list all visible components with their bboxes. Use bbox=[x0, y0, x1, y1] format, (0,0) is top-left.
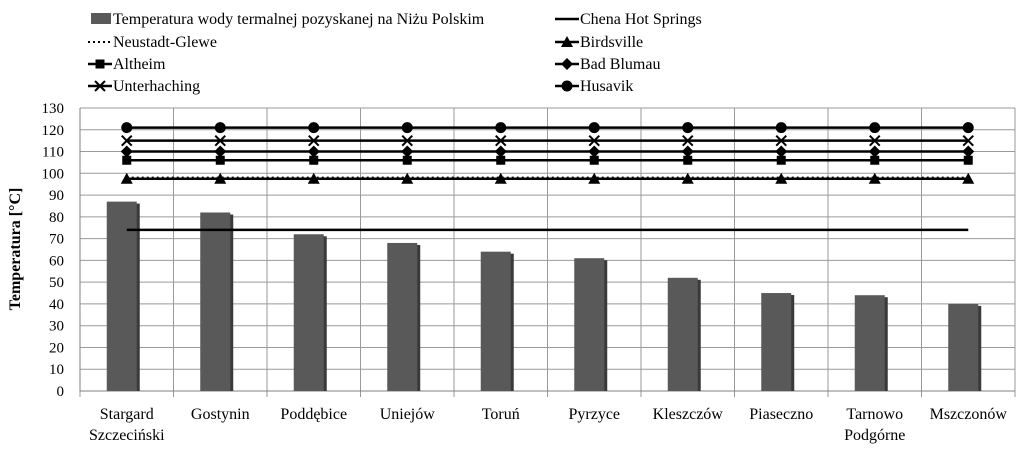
legend-item bbox=[91, 11, 485, 28]
marker-circle bbox=[589, 122, 600, 133]
legend-label: Bad Blumau bbox=[580, 56, 661, 73]
y-tick-label: 100 bbox=[41, 166, 64, 183]
x-tick-label bbox=[380, 406, 436, 423]
y-tick-label: 130 bbox=[41, 101, 64, 117]
y-axis-ticks bbox=[42, 101, 65, 400]
y-tick-label: 20 bbox=[49, 340, 64, 357]
x-tick-label bbox=[749, 406, 813, 423]
marker-diamond bbox=[869, 146, 881, 158]
x-tick-label-line: Piaseczno bbox=[749, 406, 814, 423]
marker-circle bbox=[215, 122, 226, 133]
y-tick-label: 120 bbox=[41, 122, 64, 139]
y-tick-label: 110 bbox=[42, 144, 64, 161]
y-tick-label: 70 bbox=[49, 231, 64, 248]
marker-circle bbox=[402, 122, 413, 133]
marker-diamond bbox=[401, 146, 413, 158]
x-tick-label-line: Szczeciński bbox=[88, 427, 165, 444]
marker-circle bbox=[562, 81, 573, 92]
bar bbox=[668, 278, 698, 391]
marker-diamond bbox=[214, 146, 226, 158]
x-tick-label-line: Tarnowo bbox=[846, 406, 904, 423]
legend-item bbox=[555, 56, 660, 73]
x-tick-label-line: Mszczonów bbox=[929, 406, 1007, 423]
marker-circle bbox=[963, 122, 974, 133]
x-tick-label-line: Uniejów bbox=[379, 406, 435, 423]
x-tick-label bbox=[280, 406, 347, 423]
x-tick-label bbox=[89, 406, 165, 444]
marker-circle bbox=[869, 122, 880, 133]
marker-diamond bbox=[308, 146, 320, 158]
marker-diamond bbox=[682, 146, 694, 158]
x-tick-label bbox=[653, 406, 724, 423]
bar bbox=[200, 212, 230, 391]
marker-circle bbox=[308, 122, 319, 133]
y-axis-label: Temperatura [°C] bbox=[7, 187, 24, 311]
y-tick-label: 0 bbox=[56, 384, 64, 400]
x-tick-label-line: Poddębice bbox=[280, 406, 348, 423]
marker-diamond bbox=[495, 146, 507, 158]
marker-square bbox=[96, 60, 105, 69]
x-tick-label bbox=[482, 406, 520, 423]
y-tick-label: 10 bbox=[49, 362, 64, 379]
bar bbox=[948, 304, 978, 391]
bar bbox=[294, 234, 324, 391]
marker-circle bbox=[121, 122, 132, 133]
x-tick-label-line: Stargard bbox=[99, 406, 154, 423]
y-tick-label: 90 bbox=[49, 188, 64, 205]
marker-circle bbox=[776, 122, 787, 133]
x-tick-label bbox=[930, 406, 1008, 423]
bar bbox=[387, 243, 417, 391]
x-tick-label-line: Pyrzyce bbox=[568, 406, 621, 423]
marker-diamond bbox=[588, 146, 600, 158]
legend-swatch bbox=[91, 13, 111, 24]
bar bbox=[481, 252, 511, 391]
x-tick-label bbox=[568, 406, 620, 423]
marker-diamond bbox=[962, 146, 974, 158]
y-tick-label: 40 bbox=[49, 296, 64, 313]
legend-item bbox=[88, 56, 166, 73]
legend-label: Temperatura wody termalnej pozyskanej na Niżu Polskim bbox=[113, 11, 485, 28]
legend-label: Birdsville bbox=[580, 34, 644, 51]
legend-label: Neustadt-Glewe bbox=[113, 34, 217, 51]
marker-circle bbox=[495, 122, 506, 133]
bar bbox=[574, 258, 604, 391]
legend-label: Husavik bbox=[580, 78, 634, 95]
marker-circle bbox=[682, 122, 693, 133]
x-tick-label-line: Toruń bbox=[481, 406, 520, 423]
legend-item bbox=[88, 78, 200, 95]
legend-item bbox=[555, 11, 702, 28]
legend-item bbox=[555, 78, 633, 95]
y-tick-label: 80 bbox=[49, 209, 64, 226]
x-tick-label-line: Podgórne bbox=[844, 427, 906, 444]
legend-item bbox=[88, 34, 217, 51]
bar bbox=[761, 293, 791, 391]
bar bbox=[855, 295, 885, 391]
legend bbox=[88, 11, 702, 95]
legend-label: Unterhaching bbox=[113, 78, 201, 95]
legend-label: Altheim bbox=[113, 56, 166, 73]
x-tick-label-line: Gostynin bbox=[190, 406, 250, 423]
x-axis-labels bbox=[89, 406, 1007, 444]
x-tick-label bbox=[844, 406, 905, 444]
y-tick-label: 30 bbox=[49, 318, 64, 335]
marker-diamond bbox=[561, 58, 573, 70]
x-tick-label bbox=[191, 406, 250, 423]
marker-diamond bbox=[775, 146, 787, 158]
legend-label: Chena Hot Springs bbox=[580, 11, 702, 28]
y-tick-label: 60 bbox=[49, 253, 64, 270]
x-tick-label-line: Kleszczów bbox=[652, 406, 723, 423]
y-tick-label: 50 bbox=[49, 275, 64, 292]
marker-diamond bbox=[121, 146, 133, 158]
legend-item bbox=[555, 34, 643, 51]
